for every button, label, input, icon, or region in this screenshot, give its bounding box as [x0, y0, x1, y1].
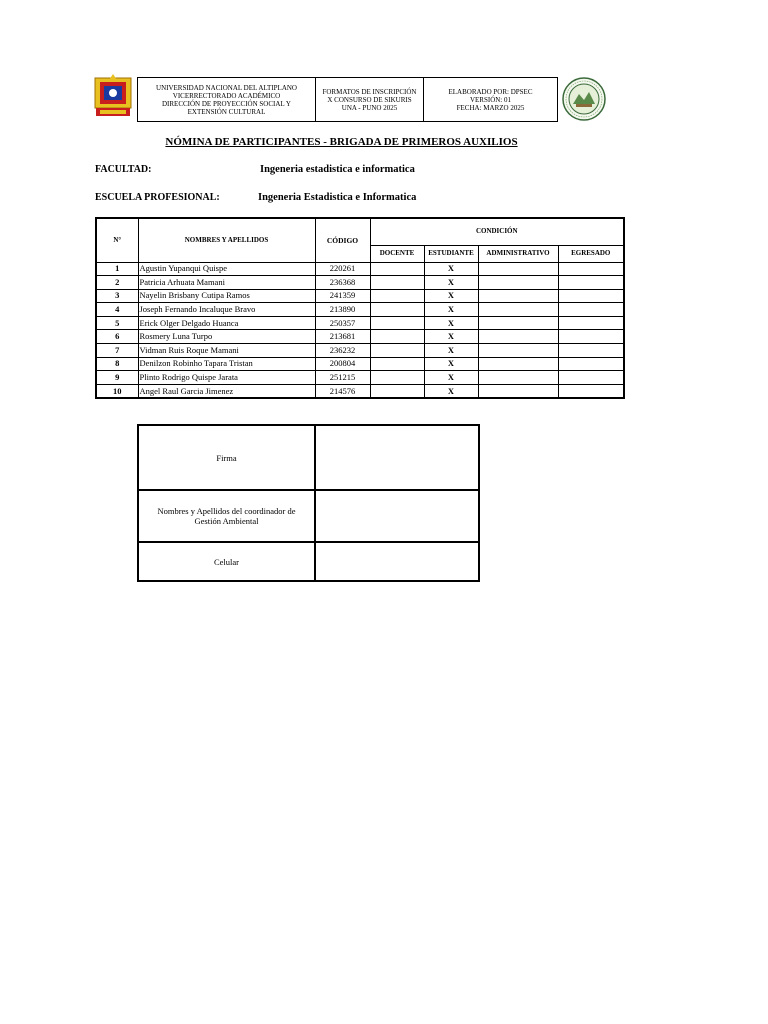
row-administrativo	[478, 330, 558, 344]
row-number: 2	[96, 276, 138, 290]
row-number: 9	[96, 371, 138, 385]
row-administrativo	[478, 276, 558, 290]
school-value: Ingeneria Estadistica e Informatica	[258, 192, 417, 203]
row-code: 236368	[315, 276, 370, 290]
row-docente	[370, 276, 424, 290]
page-title: NÓMINA DE PARTICIPANTES - BRIGADA DE PRIMEROS AUXILIOS	[165, 136, 518, 148]
row-code: 236232	[315, 344, 370, 358]
col-header-name: NOMBRES Y APELLIDOS	[138, 218, 315, 262]
row-number: 8	[96, 357, 138, 371]
table-row	[96, 344, 624, 358]
row-number: 6	[96, 330, 138, 344]
row-docente	[370, 330, 424, 344]
row-egresado	[558, 303, 624, 317]
row-name: Patricia Arhuata Mamani	[138, 276, 315, 290]
table-row	[96, 357, 624, 371]
row-name: Agustin Yupanqui Quispe	[138, 262, 315, 276]
row-name: Angel Raul Garcia Jimenez	[138, 384, 315, 398]
row-code: 213681	[315, 330, 370, 344]
format-line: FORMATOS DE INSCRIPCIÓN	[322, 88, 417, 96]
table-row	[96, 289, 624, 303]
celular-field[interactable]	[315, 542, 479, 581]
row-code: 241359	[315, 289, 370, 303]
row-egresado	[558, 344, 624, 358]
meta-line: VERSIÓN: 01	[469, 96, 511, 104]
row-docente	[370, 371, 424, 385]
row-number: 5	[96, 316, 138, 330]
row-name: Rosmery Luna Turpo	[138, 330, 315, 344]
row-administrativo	[478, 357, 558, 371]
institution-line: VICERRECTORADO ACADÉMICO	[172, 91, 281, 100]
col-header-estudiante: ESTUDIANTE	[424, 245, 478, 262]
table-row	[96, 262, 624, 276]
institution-line: EXTENSIÓN CULTURAL	[187, 107, 266, 116]
coordinator-field[interactable]	[315, 490, 479, 542]
table-row	[96, 384, 624, 398]
table-row	[96, 371, 624, 385]
firma-label: Firma	[138, 425, 315, 490]
row-egresado	[558, 316, 624, 330]
row-estudiante: X	[424, 384, 478, 398]
row-estudiante: X	[424, 371, 478, 385]
table-row	[96, 316, 624, 330]
meta-line: ELABORADO POR: DPSEC	[448, 88, 533, 96]
faculty-value: Ingeneria estadistica e informatica	[260, 164, 415, 175]
row-code: 200804	[315, 357, 370, 371]
faculty-label: FACULTAD:	[95, 164, 152, 175]
row-docente	[370, 357, 424, 371]
col-header-condition: CONDICIÓN	[370, 218, 624, 245]
row-name: Joseph Fernando Incaluque Bravo	[138, 303, 315, 317]
row-name: Erick Olger Delgado Huanca	[138, 316, 315, 330]
row-egresado	[558, 289, 624, 303]
university-crest-logo	[92, 72, 134, 120]
row-number: 7	[96, 344, 138, 358]
row-code: 214576	[315, 384, 370, 398]
row-administrativo	[478, 262, 558, 276]
row-estudiante: X	[424, 357, 478, 371]
table-row	[96, 303, 624, 317]
coordinator-label: Nombres y Apellidos del coordinador de Gestión Ambiental	[138, 490, 315, 542]
table-row	[96, 330, 624, 344]
col-header-docente: DOCENTE	[370, 245, 424, 262]
row-egresado	[558, 384, 624, 398]
row-docente	[370, 316, 424, 330]
row-code: 220261	[315, 262, 370, 276]
row-administrativo	[478, 384, 558, 398]
row-administrativo	[478, 289, 558, 303]
row-estudiante: X	[424, 303, 478, 317]
row-administrativo	[478, 316, 558, 330]
row-docente	[370, 262, 424, 276]
row-number: 3	[96, 289, 138, 303]
meta-line: FECHA: MARZO 2025	[456, 104, 525, 112]
format-line: UNA - PUNO 2025	[341, 104, 398, 112]
institution-box	[137, 77, 316, 122]
meta-box	[423, 77, 558, 122]
row-estudiante: X	[424, 289, 478, 303]
row-code: 250357	[315, 316, 370, 330]
table-row	[96, 276, 624, 290]
row-egresado	[558, 330, 624, 344]
participants-table	[95, 217, 625, 399]
department-seal-logo	[561, 77, 607, 121]
school-label: ESCUELA PROFESIONAL:	[95, 192, 220, 203]
row-administrativo	[478, 344, 558, 358]
row-docente	[370, 289, 424, 303]
row-number: 4	[96, 303, 138, 317]
row-estudiante: X	[424, 316, 478, 330]
row-number: 10	[96, 384, 138, 398]
col-header-administrativo: ADMINISTRATIVO	[478, 245, 558, 262]
row-egresado	[558, 276, 624, 290]
col-header-code: CÓDIGO	[315, 218, 370, 262]
row-estudiante: X	[424, 262, 478, 276]
firma-field[interactable]	[315, 425, 479, 490]
col-header-num: N°	[96, 218, 138, 262]
signature-table	[137, 424, 480, 582]
row-estudiante: X	[424, 344, 478, 358]
row-egresado	[558, 357, 624, 371]
row-name: Nayelin Brisbany Cutipa Ramos	[138, 289, 315, 303]
row-administrativo	[478, 303, 558, 317]
row-code: 251215	[315, 371, 370, 385]
row-docente	[370, 303, 424, 317]
format-box	[315, 77, 424, 122]
row-name: Plinto Rodrigo Quispe Jarata	[138, 371, 315, 385]
row-name: Vidman Ruis Roque Mamani	[138, 344, 315, 358]
col-header-egresado: EGRESADO	[558, 245, 624, 262]
row-egresado	[558, 371, 624, 385]
row-administrativo	[478, 371, 558, 385]
row-docente	[370, 344, 424, 358]
row-name: Denilzon Robinho Tapara Tristan	[138, 357, 315, 371]
format-line: X CONSURSO DE SIKURIS	[327, 96, 412, 104]
row-egresado	[558, 262, 624, 276]
row-estudiante: X	[424, 330, 478, 344]
row-code: 213890	[315, 303, 370, 317]
institution-line: UNIVERSIDAD NACIONAL DEL ALTIPLANO	[156, 83, 297, 92]
institution-line: DIRECCIÓN DE PROYECCIÓN SOCIAL Y	[162, 99, 291, 108]
row-estudiante: X	[424, 276, 478, 290]
row-docente	[370, 384, 424, 398]
row-number: 1	[96, 262, 138, 276]
celular-label: Celular	[138, 542, 315, 581]
